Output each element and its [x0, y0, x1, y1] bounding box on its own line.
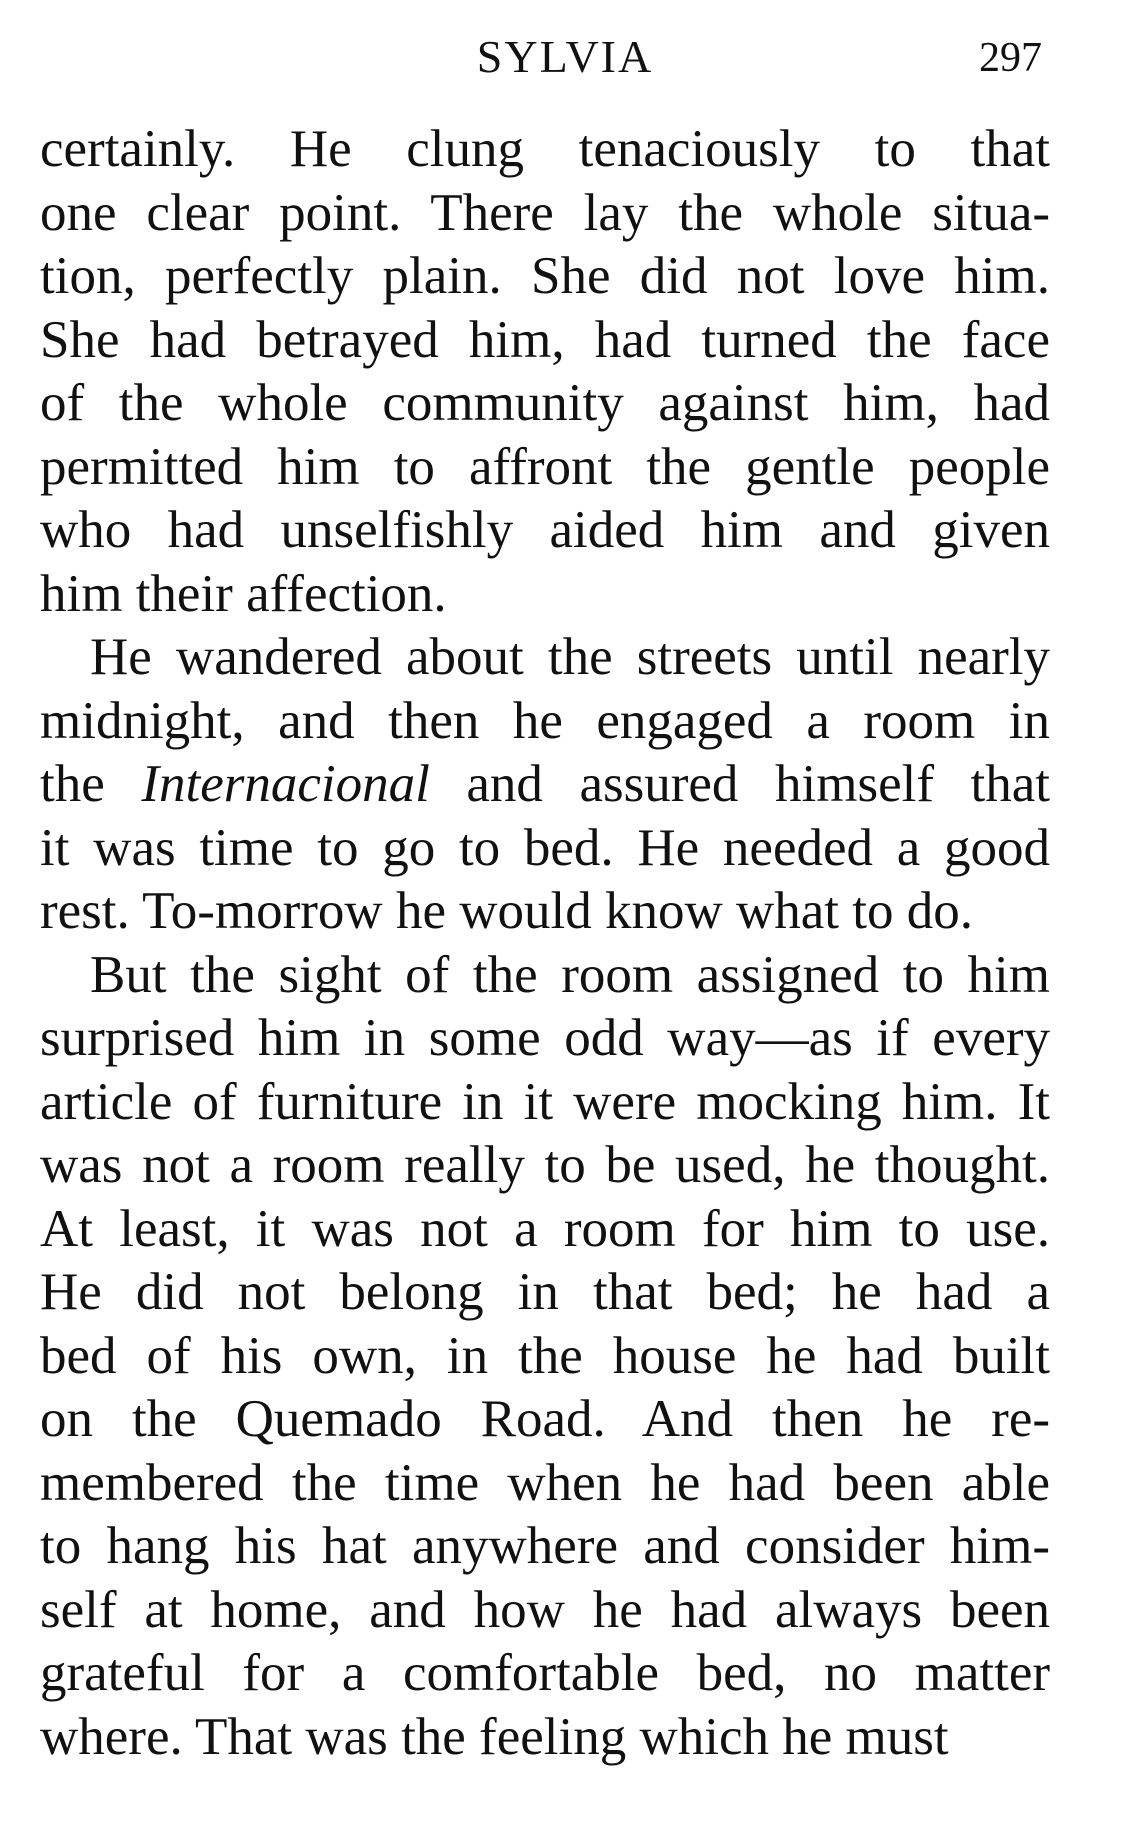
- text-line: of the whole community against him, had: [40, 374, 1050, 432]
- text-line: At least, it was not a room for him to use.: [40, 1199, 1050, 1258]
- text-line: it was time to go to bed. He needed a good: [40, 818, 1050, 877]
- text-line: He did not belong in that bed; he had a: [40, 1263, 1050, 1321]
- text-line: who had unselfishly aided him and given: [40, 501, 1050, 559]
- running-head: [40, 30, 1050, 90]
- text-line: grateful for a comfortable bed, no matter: [40, 1644, 1050, 1702]
- paragraph: [40, 118, 1050, 626]
- text-line: to hang his hat anywhere and consider him-: [40, 1517, 1050, 1575]
- text-line: self at home, and how he had always been: [40, 1580, 1050, 1639]
- text-line: bed of his own, in the house he had built: [40, 1326, 1050, 1385]
- text-line: midnight, and then he engaged a room in: [40, 691, 1050, 750]
- text-line: was not a room really to be used, he thought.: [40, 1136, 1050, 1194]
- text-line: tion, perfectly plain. She did not love him.: [40, 247, 1050, 305]
- text-line: But the sight of the room assigned to him: [90, 945, 1050, 1004]
- text-line: on the Quemado Road. And then he re-: [40, 1390, 1050, 1448]
- paragraph: [40, 944, 1050, 1770]
- text-line: rest. To-morrow he would know what to do.: [40, 882, 973, 940]
- text-line: permitted him to affront the gentle people: [40, 437, 1050, 496]
- text-line: him their affection.: [40, 564, 447, 623]
- text-line: membered the time when he had been able: [40, 1453, 1050, 1512]
- text-line: article of furniture in it were mocking him. It: [40, 1072, 1050, 1131]
- text-line: one clear point. There lay the whole situa-: [40, 183, 1050, 242]
- text-line: He wandered about the streets until nearly: [90, 628, 1050, 686]
- text-line: surprised him in some odd way—as if every: [40, 1009, 1050, 1067]
- running-title: SYLVIA: [476, 31, 654, 82]
- page-number: 297: [979, 35, 1042, 81]
- italic-title: Internacional: [141, 755, 430, 813]
- text-line: the Internacional and assured himself that: [40, 755, 1050, 813]
- text-line: where. That was the feeling which he must: [40, 1707, 949, 1766]
- paragraph: [40, 626, 1050, 944]
- text-line: She had betrayed him, had turned the face: [40, 310, 1050, 369]
- body-text: [40, 118, 1050, 1769]
- text-line: certainly. He clung tenaciously to that: [40, 120, 1050, 178]
